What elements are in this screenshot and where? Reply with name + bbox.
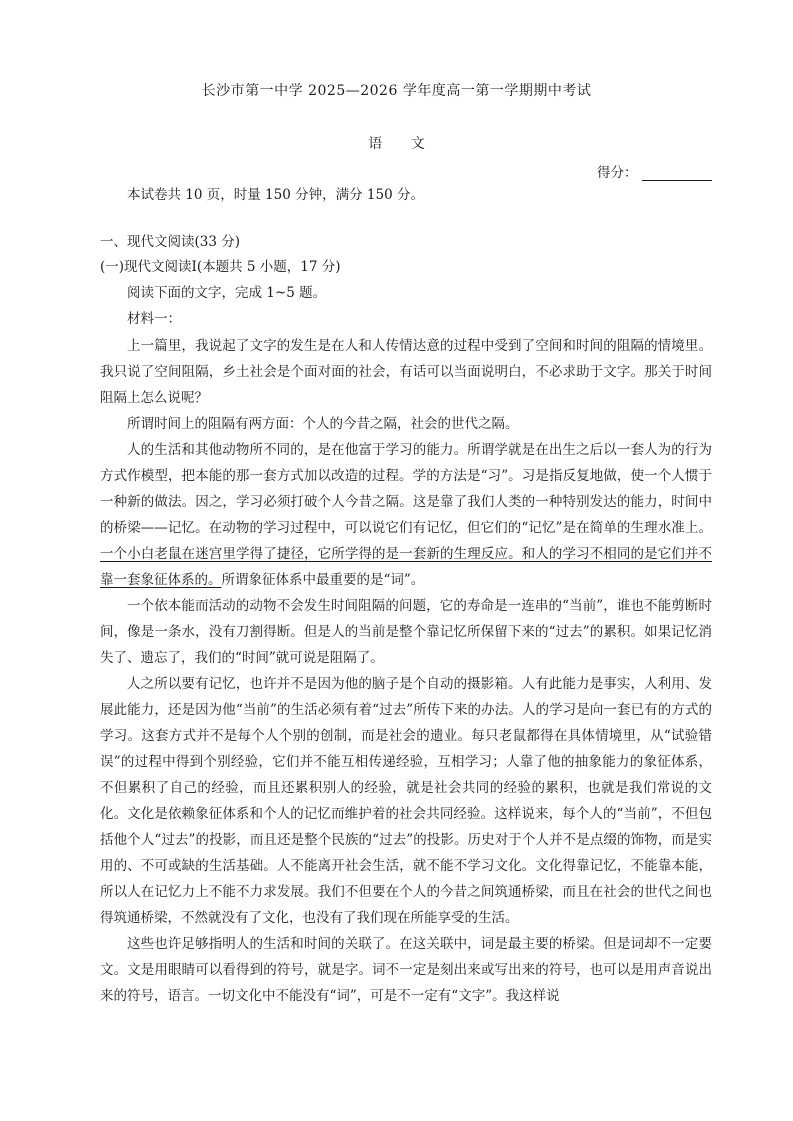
paragraph-3-start: 人的生活和其他动物所不同的，是在他富于学习的能力。所谓学就是在出生之后以一套人为的行为方式作模型，把本能的那一套方式加以改造的过程。学的方法是“习”。习是指反复地做，使一个人惯于一种新的做法。因之，学习必须打破个人今昔之隔。这是靠了我们人类的一种特别发达的能力，时间中的桥梁——记忆。在动物的学习过程中，可以说它们有记忆，但它们的“记忆”是在简单的生理水准上。	[100, 442, 712, 536]
underlined-sentence: 一个小白老鼠在迷宫里学得了捷径，它所学得的是一套新的生理反应。和人的学习不相同的是它们并不靠一套象征体系的。	[100, 546, 712, 588]
paragraph-6: 这些也许足够指明人的生活和时间的关联了。在这关联中，词是最主要的桥梁。但是词却不一定要文。文是用眼睛可以看得到的符号，就是字。词不一定是刻出来或写出来的符号，也可以是用声音说出来的符号，语言。一切文化中不能没有“词”，可是不一定有“文字”。我这样说	[100, 936, 712, 1004]
score-blank[interactable]	[642, 166, 712, 181]
paragraph-3-end: 所谓象征体系中最重要的是“词”。	[221, 572, 425, 588]
paragraph-3	[100, 437, 712, 593]
score-field	[597, 161, 712, 181]
exam-title: 长沙市第一中学 2025—2026 学年度高一第一学期期中考试	[201, 83, 592, 99]
score-label: 得分：	[597, 165, 638, 181]
paragraph-5: 人之所以要有记忆，也许并不是因为他的脑子是个自动的摄影箱。人有此能力是事实，人利用、发展此能力，还是因为他“当前”的生活必须有着“过去”所传下来的办法。人的学习是向一套已有的方式的学习。这套方式并不是每个人个别的创制，而是社会的遗业。每只老鼠都得在具体情境里，从“试验错误”的过程中得到个别经验，它们并不能互相传递经验，互相学习；人靠了他的抽象能力的象征体系，不但累积了自己的经验，而且还累积别人的经验，就是社会共同的经验的累积，也就是我们常说的文化。文化是依赖象征体系和个人的记忆而维护着的社会共同经验。这样说来，每个人的“当前”，不但包括他个人“过去”的投影，而且还是整个民族的“过去”的投影。历史对于个人并不是点缀的饰物，而是实用的、不可或缺的生活基础。人不能离开社会生活，就不能不学习文化。文化得靠记忆，不能靠本能，所以人在记忆力上不能不力求发展。我们不但要在个人的今昔之间筑通桥梁，而且在社会的世代之间也得筑通桥梁，不然就没有了文化，也没有了我们现在所能享受的生活。	[100, 676, 712, 926]
section-heading: 一、现代文阅读(33 分)	[100, 234, 241, 250]
exam-intro: 本试卷共 10 页，时量 150 分钟，满分 150 分。	[127, 187, 424, 203]
paragraph-2: 所谓时间上的阻隔有两方面：个人的今昔之隔，社会的世代之隔。	[127, 416, 519, 432]
subject-title: 语 文	[368, 136, 437, 152]
passage-body	[100, 333, 712, 1009]
section-subheading: (一)现代文阅读Ⅰ(本题共 5 小题，17 分)	[100, 259, 341, 275]
reading-instruction: 阅读下面的文字，完成 1~5 题。	[127, 285, 327, 301]
material-label: 材料一：	[127, 311, 181, 327]
paragraph-1: 上一篇里，我说起了文字的发生是在人和人传情达意的过程中受到了空间和时间的阻隔的情境里。我只说了空间阻隔，乡土社会是个面对面的社会，有话可以当面说明白，不必求助于文字。那关于时间阻隔上怎么说呢？	[100, 338, 712, 406]
paragraph-4: 一个依本能而活动的动物不会发生时间阻隔的问题，它的寿命是一连串的“当前”，谁也不能剪断时间，像是一条水，没有刀割得断。但是人的当前是整个靠记忆所保留下来的“过去”的累积。如果记忆消失了、遗忘了，我们的“时间”就可说是阻隔了。	[100, 598, 712, 666]
